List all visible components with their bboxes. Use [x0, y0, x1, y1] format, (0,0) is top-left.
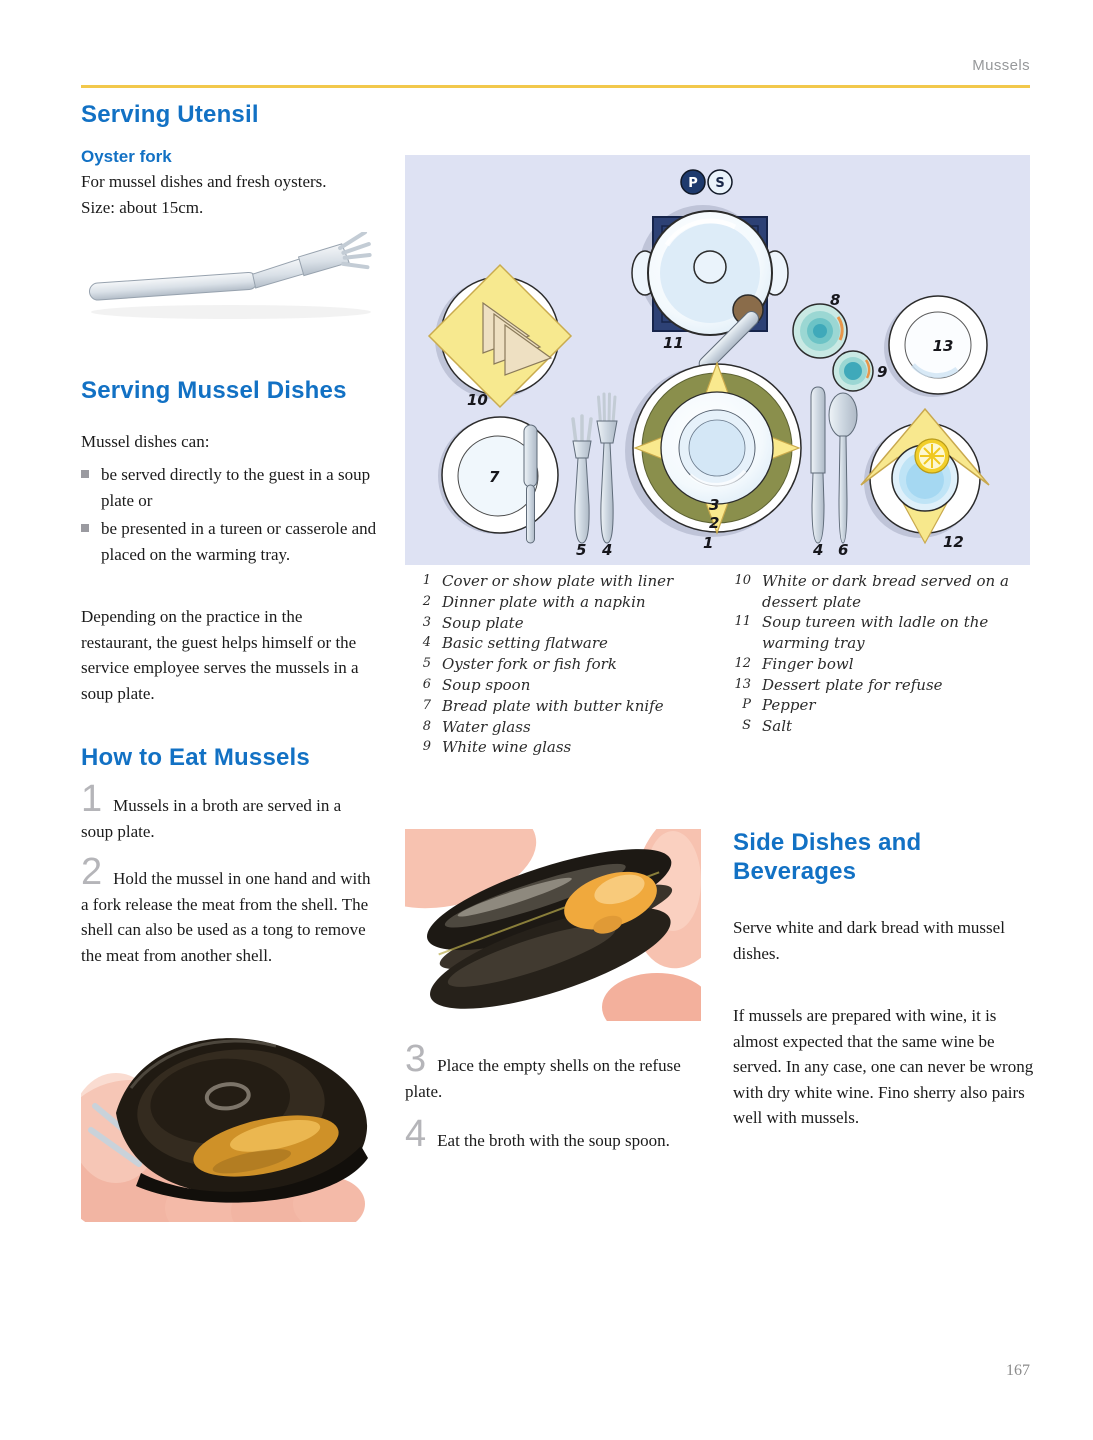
legend-text: Salt: [762, 717, 793, 736]
dinner-knife: [811, 387, 825, 543]
legend-text: Oyster fork or fish fork: [442, 655, 617, 674]
legend-text: Dessert plate for refuse: [762, 675, 943, 694]
legend-column-left: [409, 571, 711, 758]
legend-column-right: [729, 571, 1031, 737]
legend-text: Pepper: [762, 696, 816, 715]
pepper-shaker-marker: [681, 170, 705, 194]
legend-item: [409, 696, 711, 717]
label-2: 2: [709, 514, 720, 532]
table-setting-diagram: [405, 155, 1030, 565]
side-dishes-para1: Serve white and dark bread with mussel dishes.: [733, 918, 1005, 963]
legend-num: 10: [734, 573, 751, 588]
section-title-how-to-eat: How to Eat Mussels: [81, 744, 310, 771]
label-13: 13: [932, 337, 954, 355]
subheading-oyster-fork: Oyster fork: [81, 147, 172, 166]
serving-intro: Mussel dishes can:: [81, 432, 210, 451]
legend-num: P: [742, 697, 751, 713]
oyster-fork-image: [81, 232, 373, 328]
legend-item: [409, 633, 711, 654]
bullet-square-icon: [81, 524, 89, 532]
legend-num: 8: [422, 718, 431, 734]
legend-item: [729, 675, 1031, 696]
running-head: Mussels: [972, 57, 1030, 74]
label-9: 9: [877, 363, 888, 381]
section-title-serving-mussel-dishes: Serving Mussel Dishes: [81, 377, 347, 404]
legend-text: Cover or show plate with liner: [442, 572, 674, 590]
legend-num: 1: [422, 573, 431, 588]
salt-shaker-marker: [708, 170, 732, 194]
gold-rule: [81, 85, 1030, 88]
legend-num: 3: [422, 614, 431, 630]
label-12: 12: [943, 533, 964, 551]
label-8: 8: [830, 291, 841, 309]
legend-num: 13: [734, 676, 751, 692]
legend-num: 6: [422, 676, 431, 692]
step-4-text: Eat the broth with the soup spoon.: [437, 1131, 670, 1150]
step-2-text: Hold the mussel in one hand and with a fork release the meat from the shell. The shell can also be used as a tong to remove the meat from another shell.: [81, 869, 371, 965]
legend-text: Soup tureen with ladle on the warming tray: [762, 613, 989, 653]
legend-item: [409, 571, 711, 592]
butter-knife: [524, 425, 537, 487]
legend-num: 12: [734, 655, 751, 671]
label-10: 10: [467, 391, 488, 409]
step-3-text: Place the empty shells on the refuse plate.: [405, 1056, 681, 1101]
legend-item: [729, 612, 1031, 653]
step-2-number: 2: [81, 851, 103, 893]
legend-text: Bread plate with butter knife: [442, 696, 664, 715]
step-1-text: Mussels in a broth are served in a soup plate.: [81, 796, 342, 841]
step-3: [405, 1038, 705, 1104]
legend-num: 7: [422, 697, 431, 713]
step-1-number: 1: [81, 778, 103, 820]
step-4-number: 4: [405, 1113, 427, 1155]
bullet-text: be presented in a tureen or casserole and placed on the warming tray.: [101, 519, 377, 564]
legend-text: Dinner plate with a napkin: [442, 592, 646, 611]
legend-text: Finger bowl: [762, 654, 854, 673]
legend-num: 9: [422, 739, 431, 755]
oyster-fork-line1: For mussel dishes and fresh oysters.: [81, 172, 327, 191]
mussel-photo-in-hand: [405, 829, 701, 1021]
legend-text: Basic setting flatware: [442, 634, 608, 653]
legend-text: Soup spoon: [442, 675, 531, 694]
legend-item: [409, 717, 711, 738]
section-title-side-dishes: Side Dishes and Beverages: [733, 829, 922, 885]
legend-item: [409, 654, 711, 675]
label-1: 1: [703, 534, 714, 552]
legend-num: 2: [422, 593, 431, 609]
legend-item: [729, 695, 1031, 716]
legend-num: 11: [734, 614, 751, 630]
page-number: 167: [1006, 1362, 1030, 1379]
bullet-item: [81, 516, 377, 567]
bullet-text: be served directly to the guest in a soup plate or: [101, 465, 371, 510]
legend-item: [729, 716, 1031, 737]
lemon-slice: [915, 439, 949, 473]
step-2: [81, 851, 374, 968]
legend-text: White wine glass: [442, 738, 572, 757]
legend-item: [409, 737, 711, 758]
legend-item: [409, 613, 711, 634]
legend-num: S: [742, 718, 751, 734]
water-glass: [793, 304, 847, 358]
legend-num: 4: [422, 635, 431, 651]
bullet-square-icon: [81, 470, 89, 478]
bullet-item: [81, 462, 377, 513]
legend-item: [409, 675, 711, 696]
mussel-photo-open-shell: [81, 1008, 376, 1222]
legend-text: White or dark bread served on a dessert plate: [762, 572, 1009, 611]
label-3: 3: [709, 496, 720, 514]
wine-glass: [833, 351, 873, 391]
step-1: [81, 778, 374, 844]
section-title-serving-utensil: Serving Utensil: [81, 101, 259, 128]
label-4-right: 4: [813, 541, 824, 559]
legend-num: 5: [422, 656, 431, 672]
step-4: [405, 1113, 705, 1155]
label-4-left: 4: [602, 541, 613, 559]
legend-text: Water glass: [442, 717, 531, 736]
label-6: 6: [838, 541, 849, 559]
svg-text:S: S: [715, 176, 725, 191]
svg-text:P: P: [688, 176, 698, 191]
legend-item: [729, 654, 1031, 675]
label-7: 7: [489, 468, 500, 486]
legend-item: [729, 571, 1031, 612]
legend-item: [409, 592, 711, 613]
step-3-number: 3: [405, 1038, 427, 1080]
side-dishes-para2: If mussels are prepared with wine, it is almost expected that the same wine be served. In any case, one can never be wrong with dry white wine. Fino sherry also pairs well with mussels.: [733, 1006, 1034, 1127]
serving-bullet-list: [81, 462, 377, 570]
label-11: 11: [663, 334, 684, 352]
legend-text: Soup plate: [442, 613, 524, 632]
oyster-fork-description: [81, 169, 381, 220]
serving-paragraph: Depending on the practice in the restaurant, the guest helps himself or the service employee serves the mussels in a soup plate.: [81, 607, 359, 703]
oyster-fork-line2: Size: about 15cm.: [81, 197, 204, 217]
label-5: 5: [576, 541, 587, 559]
